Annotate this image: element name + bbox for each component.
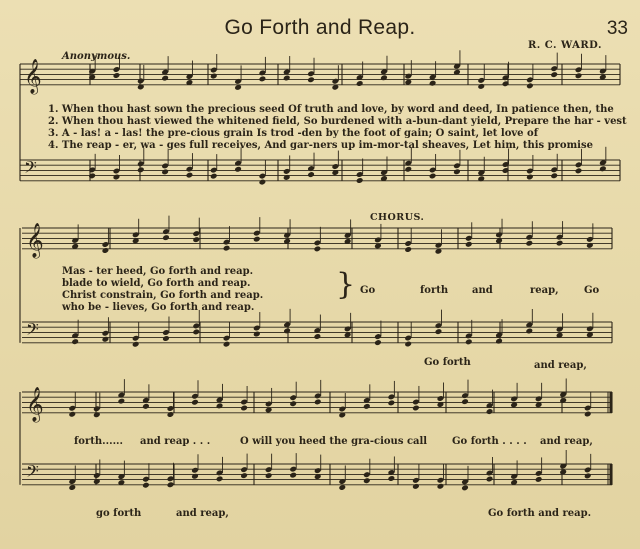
note-head <box>404 341 412 348</box>
note-head <box>142 403 150 410</box>
note-head <box>307 76 315 83</box>
note-head <box>289 472 297 479</box>
note-head <box>71 338 79 345</box>
note-head <box>191 473 199 480</box>
note-head <box>68 411 76 418</box>
note-head <box>412 483 420 490</box>
note-head <box>374 339 382 346</box>
s3-bass-and-reap: and reap, <box>176 508 229 519</box>
note-head <box>525 240 533 247</box>
note-head <box>556 240 564 247</box>
treble-clef: 𝄞 <box>26 387 44 422</box>
note-head <box>265 472 273 479</box>
note-head <box>584 473 592 480</box>
note-head <box>223 245 231 252</box>
bass-lyric-go-forth: Go forth <box>424 357 471 368</box>
note-head <box>307 171 315 178</box>
note-head <box>486 408 494 415</box>
note-head <box>461 398 469 405</box>
note-head <box>599 165 607 172</box>
note-head <box>253 236 261 243</box>
clefs <box>24 59 44 485</box>
note-head <box>93 478 101 485</box>
note-head <box>102 247 110 254</box>
note-head <box>584 411 592 418</box>
note-head <box>210 73 218 80</box>
s3-bass-go-forth: go forth <box>96 508 142 519</box>
chorus-word-reap: reap, <box>530 285 559 296</box>
note-head <box>162 335 170 342</box>
note-head <box>525 328 533 335</box>
note-head <box>363 477 371 484</box>
note-head <box>167 481 175 488</box>
note-head <box>535 476 543 483</box>
note-head <box>253 331 261 338</box>
s3-lyric-heed: O will you heed the gra-cious call <box>240 436 428 447</box>
note-head <box>223 341 231 348</box>
note-head <box>550 172 558 179</box>
note-head <box>191 399 199 406</box>
note-head <box>437 483 445 490</box>
bass-clef: 𝄢 <box>26 319 39 343</box>
note-head <box>429 80 437 87</box>
note-head <box>550 71 558 78</box>
note-head <box>167 411 175 418</box>
s3-lyric-and-reap: and reap . . . <box>140 436 211 447</box>
note-head <box>314 399 322 406</box>
note-head <box>575 167 583 174</box>
chorus-word-and: and <box>472 285 493 296</box>
note-head <box>526 174 534 181</box>
note-head <box>356 80 364 87</box>
chorus-word-forth: forth <box>420 285 449 296</box>
note-head <box>259 76 267 83</box>
note-head <box>186 172 194 179</box>
note-head <box>162 234 170 241</box>
note-head <box>210 173 218 180</box>
note-head <box>102 336 110 343</box>
verse-1-ending: Mas - ter heed, Go forth and reap. <box>62 266 254 277</box>
note-head <box>192 329 200 336</box>
note-head <box>113 174 121 181</box>
note-head <box>192 236 200 243</box>
note-head <box>526 82 534 89</box>
note-head <box>388 475 396 482</box>
note-head <box>234 166 242 173</box>
note-head <box>240 405 248 412</box>
note-head <box>161 75 169 82</box>
note-head <box>259 179 267 186</box>
chorus-label: CHORUS. <box>370 212 425 223</box>
note-head <box>363 403 371 410</box>
s3-lyric-go-forth: Go forth . . . . <box>452 436 527 447</box>
note-head <box>380 74 388 81</box>
note-head <box>412 405 420 412</box>
note-head <box>240 472 248 479</box>
note-head <box>575 72 583 79</box>
bass-clef: 𝄢 <box>24 157 37 181</box>
note-head <box>314 245 322 252</box>
verse-2-line: 2. When thou hast viewed the whitened field, So burdened with a-bun-dant yield, Prepare the har - vest <box>48 116 627 127</box>
note-head <box>404 246 412 253</box>
note-head <box>283 75 291 82</box>
verse-4-ending: who be - lieves, Go forth and reap. <box>62 302 255 313</box>
note-head <box>283 174 291 181</box>
author-credit: Anonymous. <box>62 51 131 62</box>
note-head <box>289 400 297 407</box>
verse-brace: } <box>336 267 356 302</box>
verse-2-ending: blade to wield, Go forth and reap. <box>62 278 251 289</box>
note-head <box>477 83 485 90</box>
chorus-word-go-2: Go <box>584 285 600 296</box>
note-head <box>453 168 461 175</box>
note-head <box>495 338 503 345</box>
s3-lyric-forth: forth...... <box>74 436 124 447</box>
note-head <box>429 173 437 180</box>
note-head <box>142 482 150 489</box>
treble-clef: 𝄞 <box>26 223 44 258</box>
note-head <box>404 166 412 173</box>
note-head <box>314 333 322 340</box>
composer-credit: R. C. WARD. <box>528 40 602 51</box>
hymn-title: Go Forth and Reap. <box>224 16 416 39</box>
note-head <box>486 476 494 483</box>
bass-clef: 𝄢 <box>26 461 39 485</box>
note-head <box>132 341 140 348</box>
chorus-word-go: Go <box>360 285 376 296</box>
s3-bass-go-forth-and-reap: Go forth and reap. <box>488 508 592 519</box>
note-head <box>465 241 473 248</box>
note-head <box>216 403 224 410</box>
note-head <box>137 166 145 173</box>
note-head <box>465 338 473 345</box>
verse-4-line: 4. The reap - er, wa - ges full receives, And gar-ners up im-mor-tal sheaves, Let him, this promise <box>48 140 593 151</box>
page-number: 33 <box>606 18 628 39</box>
note-head <box>435 328 443 335</box>
note-head <box>461 484 469 491</box>
note-head <box>216 475 224 482</box>
note-head <box>586 242 594 249</box>
s3-lyric-and-reap-2: and reap, <box>540 436 593 447</box>
verse-1-line: 1. When thou hast sown the precious seed Of truth and love, by word and deed, In patience then, the <box>48 104 614 115</box>
bass-lyric-and-reap: and reap, <box>534 360 587 371</box>
note-head <box>113 72 121 79</box>
treble-clef: 𝄞 <box>24 59 42 94</box>
note-head <box>283 327 291 334</box>
verse-3-line: 3. A - las! a - las! the pre-cious grain Is trod -den by the foot of gain; O saint, let love of <box>48 128 538 139</box>
verse-3-ending: Christ constrain, Go forth and reap. <box>62 290 264 301</box>
note-head <box>356 177 364 184</box>
note-head <box>388 400 396 407</box>
note-head <box>161 169 169 176</box>
note-head <box>118 398 126 405</box>
